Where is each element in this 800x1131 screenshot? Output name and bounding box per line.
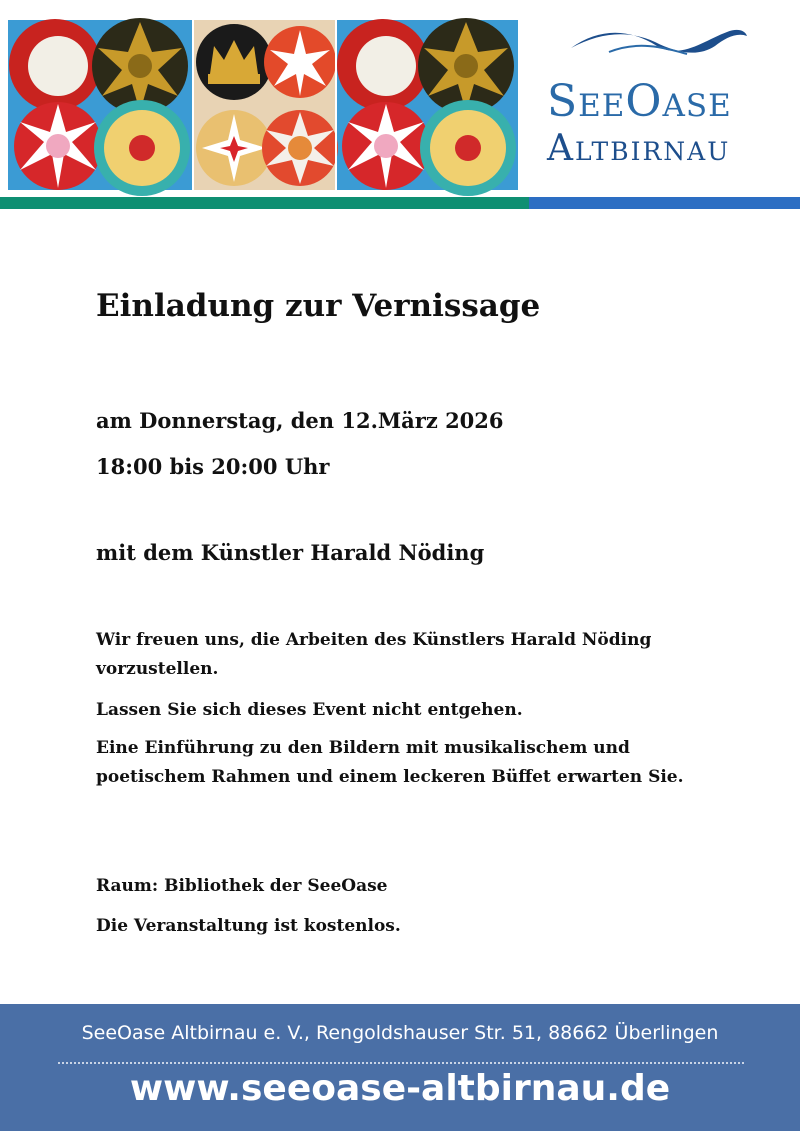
page-title: Einladung zur Vernissage	[96, 288, 541, 324]
crown-base	[208, 74, 260, 84]
paragraph-intro: Wir freuen uns, die Arbeiten des Künstlers Harald Nöding vorzustellen.	[96, 630, 652, 679]
wave-icon	[569, 22, 749, 62]
artist-line: mit dem Künstler Harald Nöding	[96, 540, 485, 565]
footer-divider	[58, 1062, 744, 1064]
logo-text-altbirnau: Altbirnau	[547, 128, 731, 169]
event-time: 18:00 bis 20:00 Uhr	[96, 454, 330, 479]
header-bar-blue	[529, 197, 800, 209]
header-bar-green	[0, 197, 529, 209]
circle-red-dot-2	[455, 135, 481, 161]
event-room: Raum: Bibliothek der SeeOase	[96, 876, 388, 896]
circle-white-core	[28, 36, 88, 96]
panel-gap-1	[192, 20, 194, 190]
event-free-note: Die Veranstaltung ist kostenlos.	[96, 916, 401, 936]
page-header	[0, 0, 800, 210]
paragraph-program: Eine Einführung zu den Bildern mit musikalischem und poetischem Rahmen und einem leckeren Büffet erwarten Sie.	[96, 738, 684, 787]
wave-shape	[571, 30, 747, 53]
gold-star-center	[128, 54, 152, 78]
circle-red-dot	[129, 135, 155, 161]
burst-orange-center	[288, 136, 312, 160]
seeoase-logo	[529, 0, 800, 196]
circle-white-core-2	[356, 36, 416, 96]
painting-circles-image	[0, 0, 529, 196]
footer-address: SeeOase Altbirnau e. V., Rengoldshauser Str. 51, 88662 Überlingen	[81, 1022, 719, 1044]
flower-pink-center-2	[374, 134, 398, 158]
flower-pink-center	[46, 134, 70, 158]
footer-website-link[interactable]: www.seeoase-altbirnau.de	[129, 1068, 671, 1109]
artwork-svg	[0, 0, 529, 196]
panel-gap-2	[335, 20, 337, 190]
wave-line	[609, 46, 687, 54]
logo-text-seeoase: SeeOase	[547, 76, 732, 127]
page-footer	[0, 1004, 800, 1131]
event-date: am Donnerstag, den 12.März 2026	[96, 408, 504, 433]
gold-star-center-2	[454, 54, 478, 78]
paragraph-dont-miss: Lassen Sie sich dieses Event nicht entgehen.	[96, 700, 523, 720]
